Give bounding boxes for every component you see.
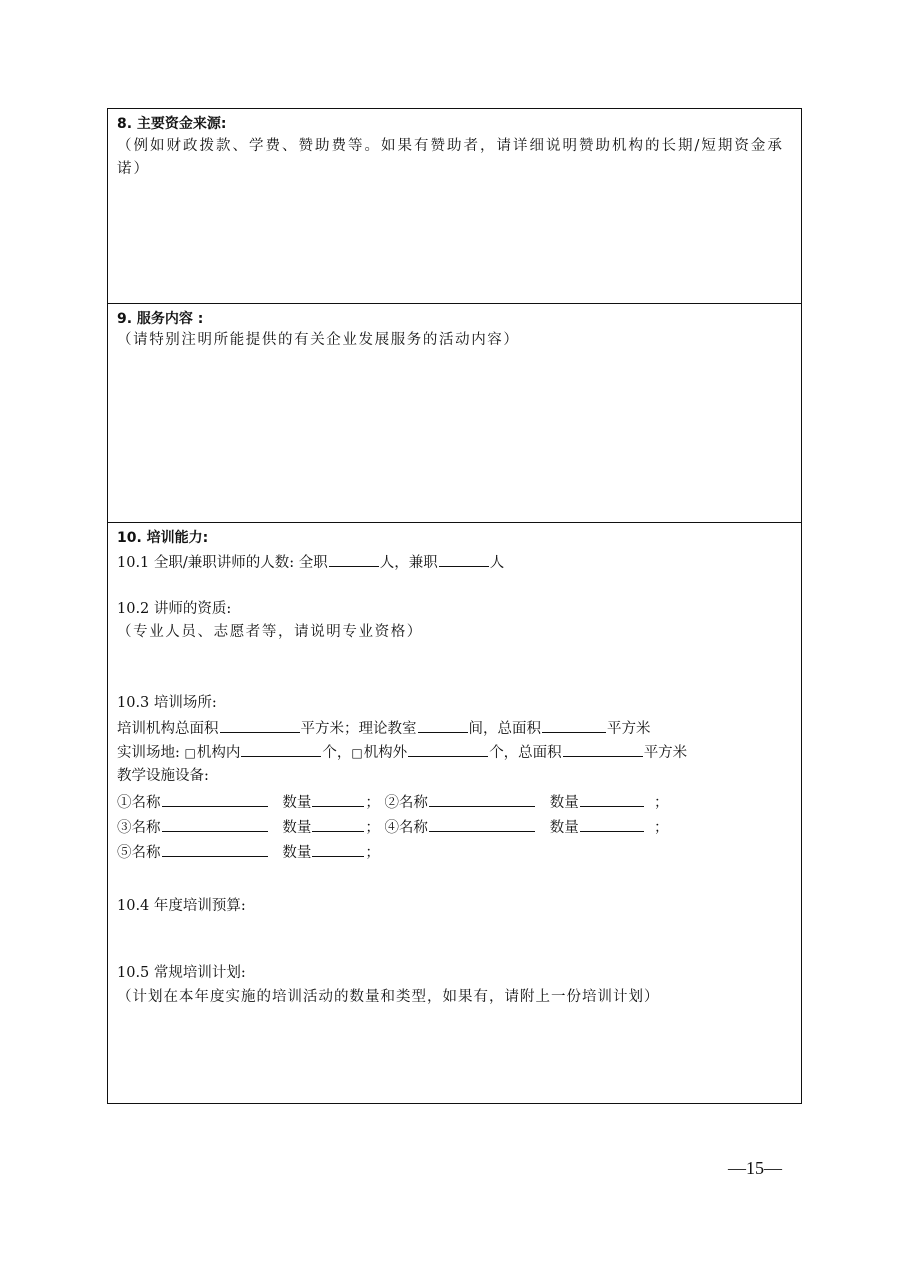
practice-area-blank[interactable]	[563, 741, 643, 757]
equipment-name-blank[interactable]	[162, 791, 268, 807]
trainer-qualification-note: （专业人员、志愿者等，请说明专业资格）	[117, 624, 423, 640]
section-service-content	[108, 304, 801, 523]
equipment-name-blank[interactable]	[162, 816, 268, 832]
trainer-qualification-title: 10.2 讲师的资质:	[117, 601, 232, 617]
equipment-qty-blank[interactable]	[580, 791, 644, 807]
section-8-note: （例如财政拨款、学费、赞助费等。如果有赞助者，请详细说明赞助机构的长期/短期资金承诺）	[117, 138, 784, 177]
section-9-title: 9. 服务内容 :	[117, 311, 204, 327]
section-training-capacity	[108, 523, 801, 1103]
section-funding-sources	[108, 109, 801, 304]
section-9-note: （请特别注明所能提供的有关企业发展服务的活动内容）	[117, 332, 520, 348]
training-plan-note: （计划在本年度实施的培训活动的数量和类型，如果有，请附上一份培训计划）	[117, 989, 660, 1005]
internal-site-blank[interactable]	[241, 741, 321, 757]
checkbox-icon[interactable]: □	[184, 746, 196, 760]
equipment-qty-blank[interactable]	[312, 791, 364, 807]
parttime-blank[interactable]	[439, 551, 489, 567]
equipment-qty-blank[interactable]	[312, 841, 364, 857]
checkbox-icon[interactable]: □	[351, 746, 363, 760]
section-8-title: 8. 主要资金来源:	[117, 116, 227, 132]
classroom-count-blank[interactable]	[418, 717, 468, 733]
equipment-name-blank[interactable]	[162, 841, 268, 857]
equipment-row: ①名称 数量 ； ②名称 数量 ；	[117, 791, 668, 813]
application-form-table	[107, 108, 802, 1104]
training-venue-title: 10.3 培训场所:	[117, 695, 217, 711]
equipment-qty-blank[interactable]	[312, 816, 364, 832]
practice-site-line: 实训场地: □机构内 个，□机构外 个，总面积 平方米	[117, 741, 687, 763]
trainer-count-line: 10.1 全职/兼职讲师的人数: 全职 人，兼职 人	[117, 551, 504, 573]
venue-area-line: 培训机构总面积 平方米；理论教室 间，总面积 平方米	[117, 717, 651, 739]
equipment-row: ③名称 数量 ； ④名称 数量 ；	[117, 816, 668, 838]
equipment-name-blank[interactable]	[429, 791, 535, 807]
equipment-row: ⑤名称 数量 ；	[117, 841, 380, 863]
external-site-blank[interactable]	[408, 741, 488, 757]
section-10-title: 10. 培训能力:	[117, 530, 209, 546]
total-area-blank[interactable]	[220, 717, 300, 733]
equipment-title: 教学设施设备:	[117, 768, 209, 784]
classroom-area-blank[interactable]	[542, 717, 606, 733]
equipment-qty-blank[interactable]	[580, 816, 644, 832]
annual-budget-title: 10.4 年度培训预算:	[117, 898, 246, 914]
page-number: —15—	[728, 1158, 782, 1178]
training-plan-title: 10.5 常规培训计划:	[117, 965, 246, 981]
equipment-name-blank[interactable]	[429, 816, 535, 832]
fulltime-blank[interactable]	[329, 551, 379, 567]
